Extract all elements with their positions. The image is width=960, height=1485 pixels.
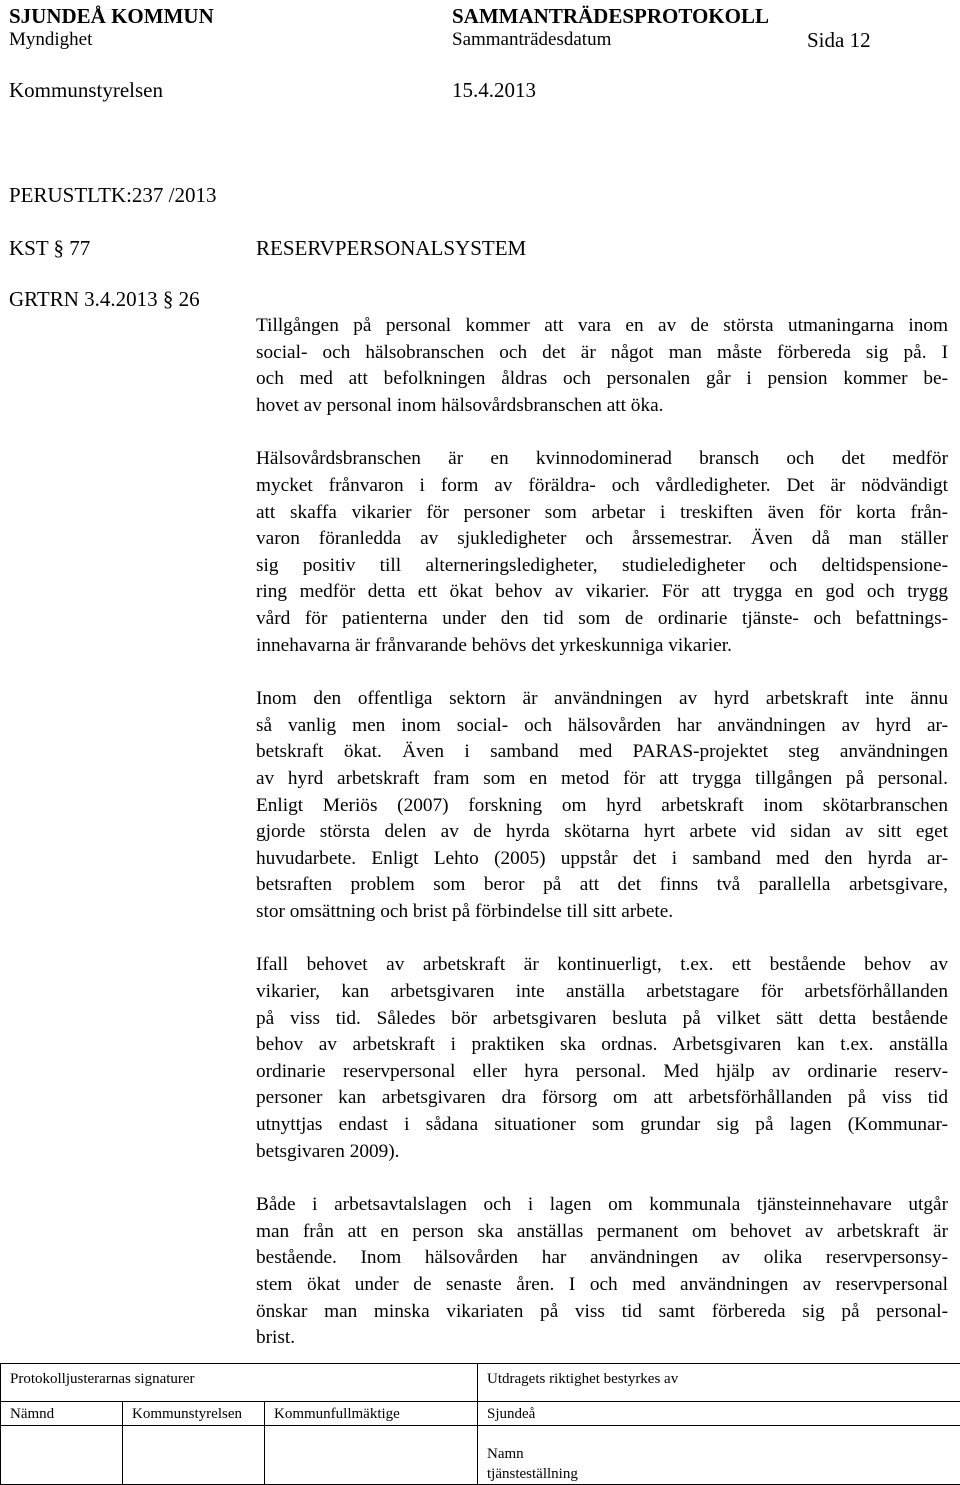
text-line: huvudarbete. Enligt Lehto (2005) uppstår det i samband med den hyrda ar- [256, 847, 948, 869]
text-line: brist. [256, 1327, 296, 1349]
text-line: Enligt Meriös (2007) forskning om hyrd arbetskraft inom skötarbranschen [256, 794, 948, 816]
kst-section: KST § 77 [9, 236, 91, 260]
reference-number: PERUSTLTK:237 /2013 [9, 183, 217, 207]
body-paragraph [256, 686, 948, 925]
authority-name: Kommunstyrelsen [9, 78, 163, 102]
grtrn-section: GRTRN 3.4.2013 § 26 [9, 287, 200, 311]
doc-type: SAMMANTRÄDESPROTOKOLL [452, 4, 769, 28]
ks-label: Kommunstyrelsen [132, 1406, 242, 1422]
text-line: Tillgången på personal kommer att vara en av de största utmaningarna inom [256, 315, 948, 336]
text-line: hovet av personal inom hälsovårdsbranschen att öka. [256, 394, 664, 416]
text-line: betsgivaren 2009). [256, 1140, 400, 1162]
certified-label: Utdragets riktighet bestyrkes av [487, 1371, 679, 1387]
text-line: mycket frånvaron i form av föräldra- och vårdledigheter. Det är nödvändigt [256, 474, 948, 496]
signature-cell [265, 1426, 478, 1485]
text-line: önskar man minska vikariaten på viss tid samt förbereda sig på personal- [256, 1300, 948, 1322]
sjundea-label: Sjundeå [487, 1406, 536, 1422]
text-line: Hälsovårdsbranschen är en kvinnodominerad bransch och det medför [256, 448, 948, 470]
text-line: personer kan arbetsgivaren dra försorg om att arbetsförhållanden på viss tid [256, 1087, 948, 1109]
text-line: man från att en person ska anställas permanent om behovet av arbetskraft är [256, 1220, 948, 1242]
text-line: sig positiv till alterneringsledigheter, studieledigheter och deltidspensione- [256, 554, 948, 576]
text-line: Ifall behovet av arbetskraft är kontinuerligt, t.ex. ett bestående behov av [256, 954, 948, 976]
text-line: varon föranledda av sjukledigheter och årssemestrar. Även då man ställer [256, 528, 948, 550]
page-title: RESERVPERSONALSYSTEM [256, 236, 527, 260]
org-name: SJUNDEÅ KOMMUN [9, 4, 214, 28]
text-line: betskraft ökat. Även i samband med PARAS-projektet steg användningen [256, 741, 948, 763]
namn-label: Namn [487, 1446, 524, 1462]
signature-cell [1, 1426, 123, 1485]
text-line: stor omsättning och brist på förbindelse till sitt arbete. [256, 900, 674, 922]
text-line: så vanlig men inom social- och hälsovården har användningen av hyrd ar- [256, 714, 948, 736]
text-line: social- och hälsobranschen och det är något man måste förbereda sig på. I [256, 341, 948, 363]
authority-label: Myndighet [9, 29, 93, 50]
text-line: av hyrd arbetskraft fram som en metod för att trygga tillgången på personal. [256, 767, 948, 789]
body-paragraph [256, 446, 948, 659]
namnd-label: Nämnd [10, 1406, 55, 1422]
tjanst-label: tjänsteställning [487, 1466, 578, 1482]
text-line: ordinarie reservpersonal eller hyra personal. Med hjälp av ordinarie reserv- [256, 1060, 948, 1082]
text-line: utnyttjas endast i sådana situationer som grundar sig på lagen (Kommunar- [256, 1114, 948, 1136]
text-line: bestående. Inom hälsovården har användningen av olika reservpersonsy- [256, 1247, 948, 1269]
text-line: behov av arbetskraft i praktiken ska ordnas. Arbetsgivaren kan t.ex. anställa [256, 1034, 948, 1056]
meeting-date: 15.4.2013 [452, 78, 536, 102]
body-paragraph [256, 1192, 948, 1352]
text-line: och med att befolkningen åldras och personalen går i pension kommer be- [256, 368, 948, 390]
signature-cell [123, 1426, 265, 1485]
text-line: på viss tid. Således bör arbetsgivaren besluta på vilket sätt detta bestående [256, 1007, 948, 1029]
text-line: gjorde största delen av de hyrda skötarna hyrt arbete vid sidan av sitt eget [256, 821, 948, 843]
page-number: Sida 12 [807, 28, 871, 52]
body-text [256, 313, 948, 1379]
text-line: Inom den offentliga sektorn är användningen av hyrd arbetskraft inte ännu [256, 688, 948, 710]
signature-table [0, 1363, 960, 1485]
text-line: att skaffa vikarier för personer som arbetar i treskiften även för korta från- [256, 501, 948, 523]
date-label: Sammanträdesdatum [452, 29, 612, 50]
text-line: Både i arbetsavtalslagen och i lagen om kommunala tjänsteinnehavare utgår [256, 1194, 948, 1216]
text-line: vikarier, kan arbetsgivaren inte anställa arbetstagare för arbetsförhållanden [256, 981, 948, 1003]
kf-label: Kommunfullmäktige [274, 1406, 400, 1422]
text-line: betsraften problem som beror på att det finns två parallella arbetsgivare, [256, 874, 948, 896]
body-paragraph [256, 313, 948, 419]
text-line: vård för patienterna under den tid som de ordinarie tjänste- och befattnings- [256, 607, 948, 629]
signatures-label: Protokolljusterarnas signaturer [10, 1371, 195, 1387]
text-line: innehavarna är frånvarande behövs det yrkeskunniga vikarier. [256, 634, 732, 656]
text-line: ring medför detta ett ökat behov av vikarier. För att trygga en god och trygg [256, 581, 948, 603]
text-line: stem ökat under de senaste åren. I och med användningen av reservpersonal [256, 1274, 948, 1295]
body-paragraph [256, 952, 948, 1165]
